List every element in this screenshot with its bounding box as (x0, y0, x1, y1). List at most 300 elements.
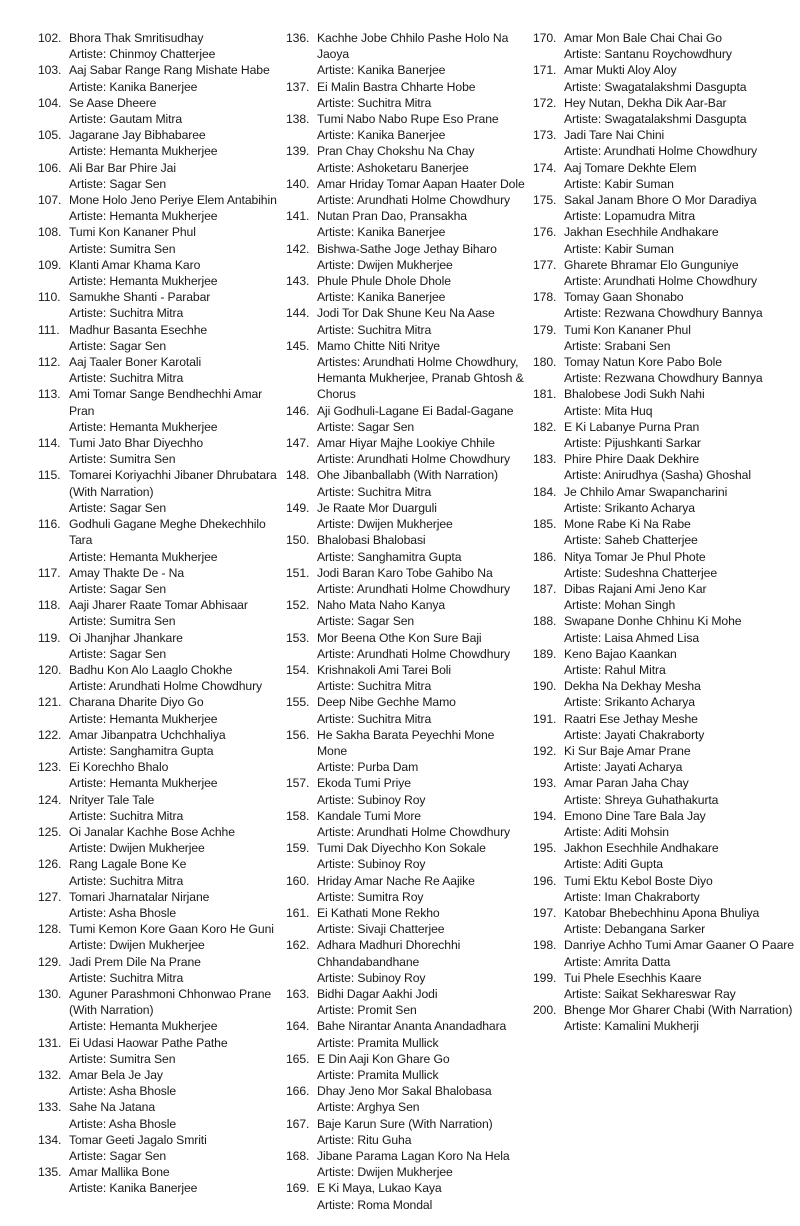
track-details (317, 775, 526, 807)
track-details (317, 727, 526, 776)
track-number: 177. (533, 257, 557, 272)
track-entry (38, 62, 278, 94)
track-artist: Artiste: Pramita Mullick (317, 1035, 439, 1050)
track-artist: Artiste: Subinoy Roy (317, 792, 426, 807)
track-entry (38, 30, 278, 62)
track-title: Raatri Ese Jethay Meshe (564, 711, 698, 726)
track-artist: Artiste: Suchitra Mitra (317, 484, 432, 499)
track-details (69, 386, 278, 435)
track-title: Aaj Tomare Dekhte Elem (564, 160, 697, 175)
track-number: 144. (286, 306, 310, 321)
track-entry (38, 224, 278, 256)
track-details (69, 435, 278, 467)
track-artist: Artiste: Hemanta Mukherjee (69, 549, 218, 564)
track-title: Bishwa-Sathe Joge Jethay Biharo (317, 241, 497, 256)
track-title: Dibas Rajani Ami Jeno Kar (564, 581, 707, 596)
track-artist: Artiste: Kanika Banerjee (317, 128, 446, 143)
track-number: 188. (533, 614, 557, 629)
track-number: 176. (533, 225, 557, 240)
track-details (69, 986, 278, 1035)
track-number: 124. (38, 792, 62, 807)
track-artist: Artiste: Rezwana Chowdhury Bannya (564, 371, 763, 386)
track-entry (286, 808, 526, 840)
track-title: Rang Lagale Bone Ke (69, 857, 187, 872)
track-entry (38, 386, 278, 435)
track-entry (286, 873, 526, 905)
track-details (317, 630, 526, 662)
track-details (317, 986, 526, 1018)
track-details (317, 1018, 526, 1050)
track-entry (38, 727, 278, 759)
track-title: Aaj Taaler Boner Karotali (69, 355, 202, 370)
track-title: Pran Chay Chokshu Na Chay (317, 144, 475, 159)
track-entry (533, 62, 795, 94)
track-entry (38, 95, 278, 127)
track-title: Jodi Baran Karo Tobe Gahibo Na (317, 565, 493, 580)
track-number: 106. (38, 160, 62, 175)
track-title: Aaj Sabar Range Rang Mishate Habe (69, 63, 270, 78)
track-artist: Artiste: Purba Dam (317, 760, 419, 775)
track-details (564, 646, 795, 678)
track-details (317, 403, 526, 435)
track-entry (38, 322, 278, 354)
track-entry (38, 289, 278, 321)
track-number: 103. (38, 63, 62, 78)
track-details (564, 678, 795, 710)
track-number: 148. (286, 468, 310, 483)
track-details (69, 1132, 278, 1164)
track-entry (533, 386, 795, 418)
track-number: 111. (38, 322, 60, 337)
track-title: Badhu Kon Alo Laaglo Chokhe (69, 662, 233, 677)
track-title: Mone Rabe Ki Na Rabe (564, 517, 691, 532)
track-number: 189. (533, 646, 557, 661)
track-artist: Artiste: Kamalini Mukherji (564, 1019, 699, 1034)
track-artist: Artiste: Asha Bhosle (69, 1116, 177, 1131)
track-artist: Artiste: Iman Chakraborty (564, 889, 700, 904)
track-entry (38, 954, 278, 986)
track-number: 129. (38, 954, 62, 969)
track-artist: Artiste: Dwijen Mukherjee (317, 517, 453, 532)
track-number: 110. (38, 290, 61, 305)
track-number: 153. (286, 630, 310, 645)
track-details (564, 289, 795, 321)
track-title: Tumi Dak Diyechho Kon Sokale (317, 841, 486, 856)
track-title: Aji Godhuli-Lagane Ei Badal-Gagane (317, 403, 514, 418)
track-details (317, 937, 526, 986)
track-entry (533, 970, 795, 1002)
track-number: 182. (533, 419, 557, 434)
track-entry (286, 532, 526, 564)
track-number: 164. (286, 1019, 310, 1034)
track-artist: Artiste: Sagar Sen (69, 176, 167, 191)
track-title: Tumi Kon Kananer Phul (69, 225, 196, 240)
track-title: Madhur Basanta Esechhe (69, 322, 208, 337)
track-title: Charana Dharite Diyo Go (69, 695, 204, 710)
track-details (564, 970, 795, 1002)
track-entry (38, 889, 278, 921)
track-entry (38, 257, 278, 289)
track-title: Hriday Amar Nache Re Aajike (317, 873, 475, 888)
track-number: 159. (286, 841, 310, 856)
track-details (69, 889, 278, 921)
track-details (317, 905, 526, 937)
track-number: 122. (38, 727, 62, 742)
track-title: Amar Mukti Aloy Aloy (564, 63, 677, 78)
track-title: Amay Thakte De - Na (69, 565, 185, 580)
track-entry (286, 143, 526, 175)
track-artist: Artiste: Rezwana Chowdhury Bannya (564, 306, 763, 321)
track-entry (286, 1083, 526, 1115)
track-entry (533, 451, 795, 483)
track-details (69, 597, 278, 629)
track-title: Nrityer Tale Tale (69, 792, 155, 807)
track-title: Aguner Parashmoni Chhonwao Prane (With Narration) (69, 986, 272, 1018)
track-number: 190. (533, 679, 557, 694)
track-title: Sahe Na Jatana (69, 1100, 156, 1115)
track-title: Dhay Jeno Mor Sakal Bhalobasa (317, 1084, 492, 1099)
track-number: 169. (286, 1181, 310, 1196)
track-title: Mone Holo Jeno Periye Elem Antabihin (69, 193, 277, 208)
track-entry (38, 824, 278, 856)
track-artist: Artiste: Hemanta Mukherjee (69, 711, 218, 726)
track-artist: Artiste: Dwijen Mukherjee (317, 1165, 453, 1180)
track-entry (286, 176, 526, 208)
track-details (317, 30, 526, 79)
track-title: Amar Mallika Bone (69, 1165, 170, 1180)
track-details (317, 597, 526, 629)
track-entry (286, 467, 526, 499)
track-number: 158. (286, 808, 310, 823)
track-artist: Artiste: Arundhati Holme Chowdhury (317, 193, 511, 208)
track-artist: Artiste: Arundhati Holme Chowdhury (564, 274, 758, 289)
track-artist: Artiste: Kanika Banerjee (69, 79, 198, 94)
track-entry (38, 986, 278, 1035)
track-entry (533, 646, 795, 678)
track-entry (38, 565, 278, 597)
track-entry (286, 565, 526, 597)
track-entry (533, 775, 795, 807)
track-number: 116. (38, 517, 61, 532)
track-title: Tomay Gaan Shonabo (564, 290, 684, 305)
track-number: 117. (38, 565, 61, 580)
track-number: 178. (533, 290, 557, 305)
track-entry (286, 775, 526, 807)
track-number: 196. (533, 873, 557, 888)
track-details (564, 516, 795, 548)
track-details (564, 30, 795, 62)
track-artist: Artiste: Pijushkanti Sarkar (564, 436, 701, 451)
track-title: Ei Udasi Haowar Pathe Pathe (69, 1035, 228, 1050)
track-entry (533, 905, 795, 937)
track-title: Ohe Jibanballabh (With Narration) (317, 468, 498, 483)
track-entry (286, 1051, 526, 1083)
track-artist: Artiste: Sudeshna Chatterjee (564, 565, 718, 580)
track-artist: Artiste: Kanika Banerjee (317, 225, 446, 240)
track-artist: Artiste: Dwijen Mukherjee (69, 841, 205, 856)
track-details (69, 921, 278, 953)
track-title: Naho Mata Naho Kanya (317, 598, 446, 613)
track-artist: Artiste: Sanghamitra Gupta (69, 743, 214, 758)
track-entry (533, 613, 795, 645)
track-number: 187. (533, 581, 557, 596)
track-number: 198. (533, 938, 557, 953)
track-number: 138. (286, 112, 310, 127)
track-artist: Artiste: Jayati Acharya (564, 760, 683, 775)
track-entry (286, 208, 526, 240)
track-artist: Artiste: Suchitra Mitra (69, 306, 184, 321)
track-title: Phule Phule Dhole Dhole (317, 274, 451, 289)
track-artist: Artiste: Kanika Banerjee (317, 290, 446, 305)
track-title: Kandale Tumi More (317, 808, 421, 823)
track-entry (533, 1002, 795, 1034)
track-details (69, 662, 278, 694)
track-entry (38, 662, 278, 694)
track-details (317, 176, 526, 208)
track-number: 120. (38, 662, 62, 677)
track-artist: Artiste: Suchitra Mitra (317, 679, 432, 694)
track-title: Oi Janalar Kachhe Bose Achhe (69, 824, 235, 839)
track-number: 135. (38, 1165, 62, 1180)
track-artist: Artiste: Hemanta Mukherjee (69, 1019, 218, 1034)
track-entry (286, 241, 526, 273)
track-number: 172. (533, 95, 557, 110)
track-title: Bhalobese Jodi Sukh Nahi (564, 387, 705, 402)
track-artist: Artiste: Mohan Singh (564, 598, 676, 613)
track-title: Tumi Ektu Kebol Boste Diyo (564, 873, 713, 888)
track-entry (533, 289, 795, 321)
track-entry (38, 1067, 278, 1099)
track-title: E Ki Maya, Lukao Kaya (317, 1181, 442, 1196)
track-details (564, 743, 795, 775)
track-artist: Artiste: Srabani Sen (564, 338, 671, 353)
track-details (69, 192, 278, 224)
track-title: Nutan Pran Dao, Pransakha (317, 209, 467, 224)
track-title: Tumi Jato Bhar Diyechho (69, 436, 204, 451)
track-artist: Artiste: Sagar Sen (69, 500, 167, 515)
track-title: Deep Nibe Gechhe Mamo (317, 695, 456, 710)
track-details (317, 208, 526, 240)
track-title: Godhuli Gagane Meghe Dhekechhilo Tara (69, 517, 266, 548)
track-details (564, 613, 795, 645)
track-details (69, 127, 278, 159)
track-entry (286, 727, 526, 776)
track-artist: Artiste: Jayati Chakraborty (564, 727, 705, 742)
track-title: E Din Aaji Kon Ghare Go (317, 1051, 450, 1066)
track-artist: Artiste: Arundhati Holme Chowdhury (317, 581, 511, 596)
track-entry (38, 192, 278, 224)
track-details (317, 1051, 526, 1083)
track-number: 184. (533, 484, 557, 499)
track-entry (286, 840, 526, 872)
track-title: Amar Bela Je Jay (69, 1068, 163, 1082)
track-details (564, 127, 795, 159)
track-entry (286, 986, 526, 1018)
track-details (564, 451, 795, 483)
track-entry (286, 79, 526, 111)
track-title: Tomarei Koriyachhi Jibaner Dhrubatara (With Narration) (69, 468, 277, 499)
track-title: Mor Beena Othe Kon Sure Baji (317, 630, 482, 645)
track-details (69, 1164, 278, 1196)
track-details (69, 1067, 278, 1099)
track-details (564, 484, 795, 516)
track-title: Bhenge Mor Gharer Chabi (With Narration) (564, 1003, 793, 1018)
track-artist: Artiste: Mita Huq (564, 403, 653, 418)
track-title: Kachhe Jobe Chhilo Pashe Holo Na Jaoya (317, 31, 509, 62)
track-details (317, 79, 526, 111)
track-details (69, 354, 278, 386)
track-number: 113. (38, 387, 61, 402)
track-entry (533, 192, 795, 224)
track-details (69, 224, 278, 256)
track-title: Oi Jhanjhar Jhankare (69, 630, 183, 645)
track-title: Tumi Kemon Kore Gaan Koro He Guni (69, 922, 274, 937)
track-artist: Artiste: Suchitra Mitra (69, 808, 184, 823)
track-entry (38, 597, 278, 629)
track-details (317, 840, 526, 872)
track-entry (38, 160, 278, 192)
track-details (69, 565, 278, 597)
track-entry (533, 95, 795, 127)
track-artist: Artiste: Arghya Sen (317, 1100, 420, 1115)
track-artist: Artiste: Sagar Sen (69, 646, 167, 661)
track-entry (286, 111, 526, 143)
track-title: Hey Nutan, Dekha Dik Aar-Bar (564, 95, 727, 110)
track-number: 175. (533, 193, 557, 208)
track-entry (533, 711, 795, 743)
track-number: 145. (286, 338, 310, 353)
track-title: Ei Korechho Bhalo (69, 760, 169, 775)
track-entry (533, 257, 795, 289)
track-title: Tomari Jharnatalar Nirjane (69, 889, 210, 904)
track-details (317, 662, 526, 694)
track-artist: Artiste: Hemanta Mukherjee (69, 144, 218, 159)
track-number: 149. (286, 500, 310, 515)
track-artist: Artiste: Saikat Sekhareswar Ray (564, 986, 736, 1001)
track-details (564, 937, 795, 969)
track-entry (286, 937, 526, 986)
track-details (564, 775, 795, 807)
track-artist: Artiste: Sagar Sen (69, 338, 167, 353)
track-entry (38, 759, 278, 791)
track-artist: Artiste: Kanika Banerjee (69, 1181, 198, 1196)
track-number: 128. (38, 922, 62, 937)
track-title: He Sakha Barata Peyechhi Mone Mone (317, 727, 495, 758)
track-entry (533, 873, 795, 905)
track-title: Sakal Janam Bhore O Mor Daradiya (564, 193, 757, 208)
track-title: Tumi Kon Kananer Phul (564, 322, 691, 337)
track-title: Ali Bar Bar Phire Jai (69, 160, 176, 175)
track-entry (286, 1148, 526, 1180)
track-artist: Artiste: Suchitra Mitra (69, 371, 184, 386)
track-entry (533, 808, 795, 840)
track-number: 173. (533, 128, 557, 143)
track-title: Jakhon Esechhile Andhakare (564, 841, 719, 856)
track-title: Aaji Jharer Raate Tomar Abhisaar (69, 598, 248, 613)
track-number: 107. (38, 193, 62, 208)
track-artist: Artiste: Arundhati Holme Chowdhury (317, 646, 511, 661)
track-number: 151. (286, 565, 310, 580)
track-number: 181. (533, 387, 557, 402)
track-number: 119. (38, 630, 61, 645)
track-details (317, 273, 526, 305)
track-artist: Artiste: Subinoy Roy (317, 970, 426, 985)
track-number: 143. (286, 274, 310, 289)
track-entry (286, 273, 526, 305)
track-title: Ei Malin Bastra Chharte Hobe (317, 79, 476, 94)
track-title: Jakhan Esechhile Andhakare (564, 225, 719, 240)
track-details (69, 954, 278, 986)
track-number: 127. (38, 889, 62, 904)
track-artist: Artiste: Dwijen Mukherjee (69, 938, 205, 953)
track-artist: Artiste: Sumitra Sen (69, 614, 176, 629)
track-number: 112. (38, 355, 61, 370)
track-entry (286, 630, 526, 662)
track-entry (286, 305, 526, 337)
track-details (69, 516, 278, 565)
track-title: Ki Sur Baje Amar Prane (564, 743, 691, 758)
track-entry (38, 1164, 278, 1196)
track-number: 183. (533, 452, 557, 467)
track-number: 114. (38, 436, 61, 451)
track-title: Jagarane Jay Bibhabaree (69, 128, 206, 143)
track-details (69, 322, 278, 354)
track-artist: Artiste: Arundhati Holme Chowdhury (317, 824, 511, 839)
track-number: 140. (286, 176, 310, 191)
track-details (564, 873, 795, 905)
track-number: 134. (38, 1132, 62, 1147)
track-entry (533, 224, 795, 256)
track-number: 194. (533, 808, 557, 823)
track-details (69, 856, 278, 888)
track-title: Klanti Amar Khama Karo (69, 257, 201, 272)
track-details (564, 160, 795, 192)
track-entry (38, 516, 278, 565)
track-artist: Artiste: Suchitra Mitra (317, 95, 432, 110)
track-title: Amar Hiyar Majhe Lookiye Chhile (317, 436, 495, 451)
track-title: Tomar Geeti Jagalo Smriti (69, 1132, 207, 1147)
track-entry (38, 435, 278, 467)
track-number: 139. (286, 144, 310, 159)
track-title: Jodi Tor Dak Shune Keu Na Aase (317, 306, 495, 321)
track-details (564, 386, 795, 418)
track-artist: Artiste: Gautam Mitra (69, 112, 183, 127)
track-number: 102. (38, 31, 62, 45)
track-details (69, 160, 278, 192)
track-artist: Artiste: Kabir Suman (564, 241, 674, 256)
track-title: E Ki Labanye Purna Pran (564, 419, 700, 434)
track-entry (533, 581, 795, 613)
track-entry (38, 1132, 278, 1164)
track-artist: Artiste: Suchitra Mitra (69, 970, 184, 985)
track-entry (286, 694, 526, 726)
track-entry (286, 30, 526, 79)
track-details (564, 192, 795, 224)
track-details (317, 500, 526, 532)
track-title: Amar Paran Jaha Chay (564, 776, 689, 791)
track-title: Bhora Thak Smritisudhay (69, 31, 204, 45)
track-title: Phire Phire Daak Dekhire (564, 452, 700, 467)
track-artist: Artiste: Roma Mondal (317, 1197, 433, 1212)
track-artist: Artiste: Ashoketaru Banerjee (317, 160, 469, 175)
track-title: Bidhi Dagar Aakhi Jodi (317, 986, 438, 1001)
track-number: 150. (286, 533, 310, 548)
track-title: Ei Kathati Mone Rekho (317, 905, 440, 920)
track-artist: Artiste: Dwijen Mukherjee (317, 257, 453, 272)
track-artist: Artiste: Pramita Mullick (317, 1068, 439, 1082)
track-number: 131. (38, 1035, 62, 1050)
track-title: Bhalobasi Bhalobasi (317, 533, 426, 548)
